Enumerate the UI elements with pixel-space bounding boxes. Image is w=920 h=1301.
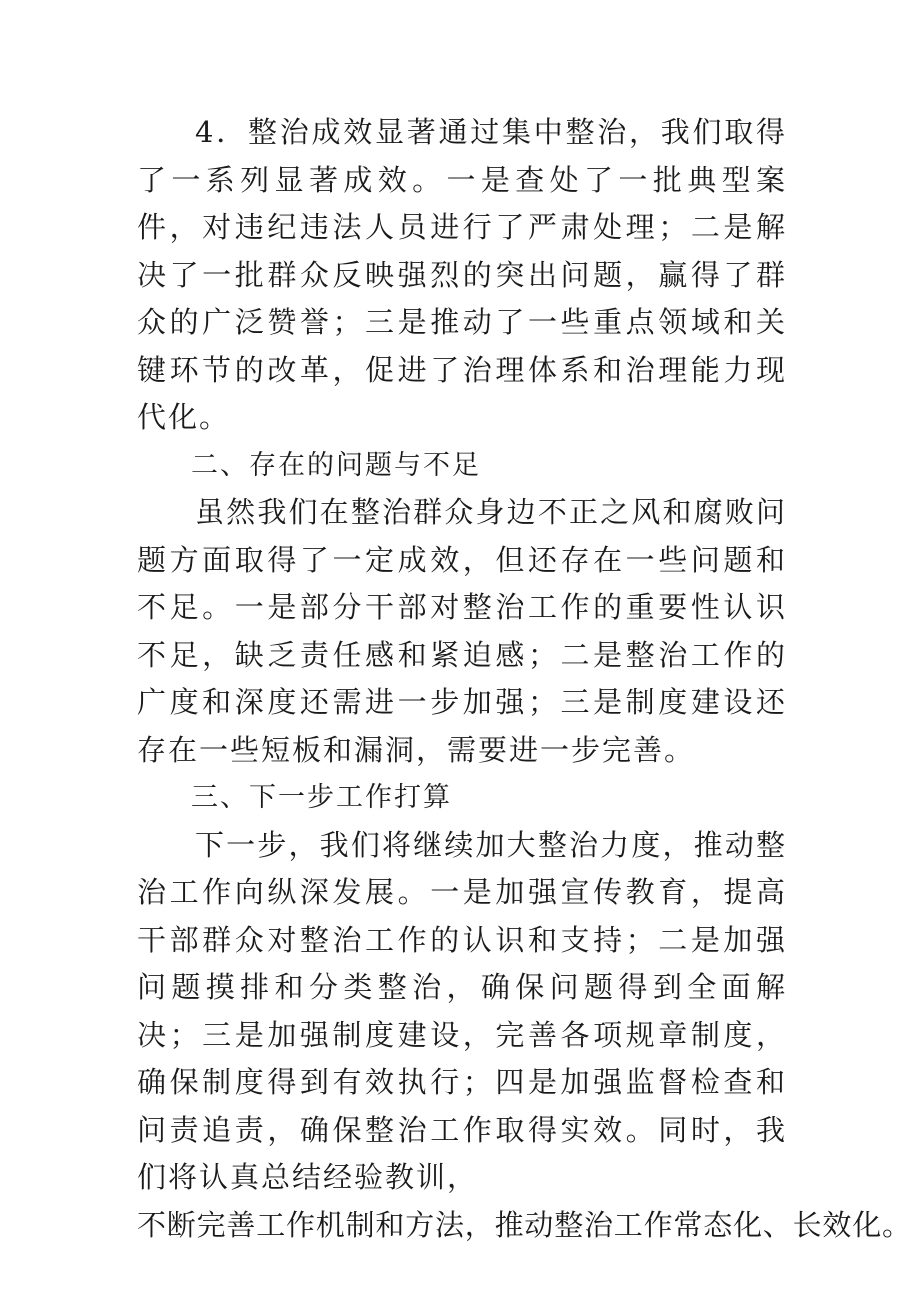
paragraph-next-steps: 下一步，我们将继续加大整治力度，推动整治工作向纵深发展。一是加强宣传教育，提高干部群众对整治工作的认识和支持；二是加强问题摸排和分类整治，确保问题得到全面解决；三是加强制度建设，完善各项规章制度，确保制度得到有效执行；四是加强监督检查和问责追责，确保整治工作取得实效。同时，我们将认真总结经验教训， [137, 827, 787, 1194]
paragraph-problems: 虽然我们在整治群众身边不正之风和腐败问题方面取得了一定成效，但还存在一些问题和不足。一是部分干部对整治工作的重要性认识不足，缺乏责任感和紧迫感；二是整治工作的广度和深度还需进一步加强；三是制度建设还存在一些短板和漏洞，需要进一步完善。 [137, 495, 787, 767]
section-heading-next-steps: 三、下一步工作打算 [191, 782, 452, 813]
paragraph-closing-line: 不断完善工作机制和方法，推动整治工作常态化、长效化。 [137, 1207, 912, 1242]
paragraph-achievements: 4．整治成效显著通过集中整治，我们取得了一系列显著成效。一是查处了一批典型案件，对违纪违法人员进行了严肃处理；二是解决了一批群众反映强烈的突出问题，赢得了群众的广泛赞誉；三是推动了一些重点领域和关键环节的改革，促进了治理体系和治理能力现代化。 [137, 115, 787, 434]
document-body [137, 109, 912, 1249]
section-heading-problems: 二、存在的问题与不足 [191, 449, 481, 481]
